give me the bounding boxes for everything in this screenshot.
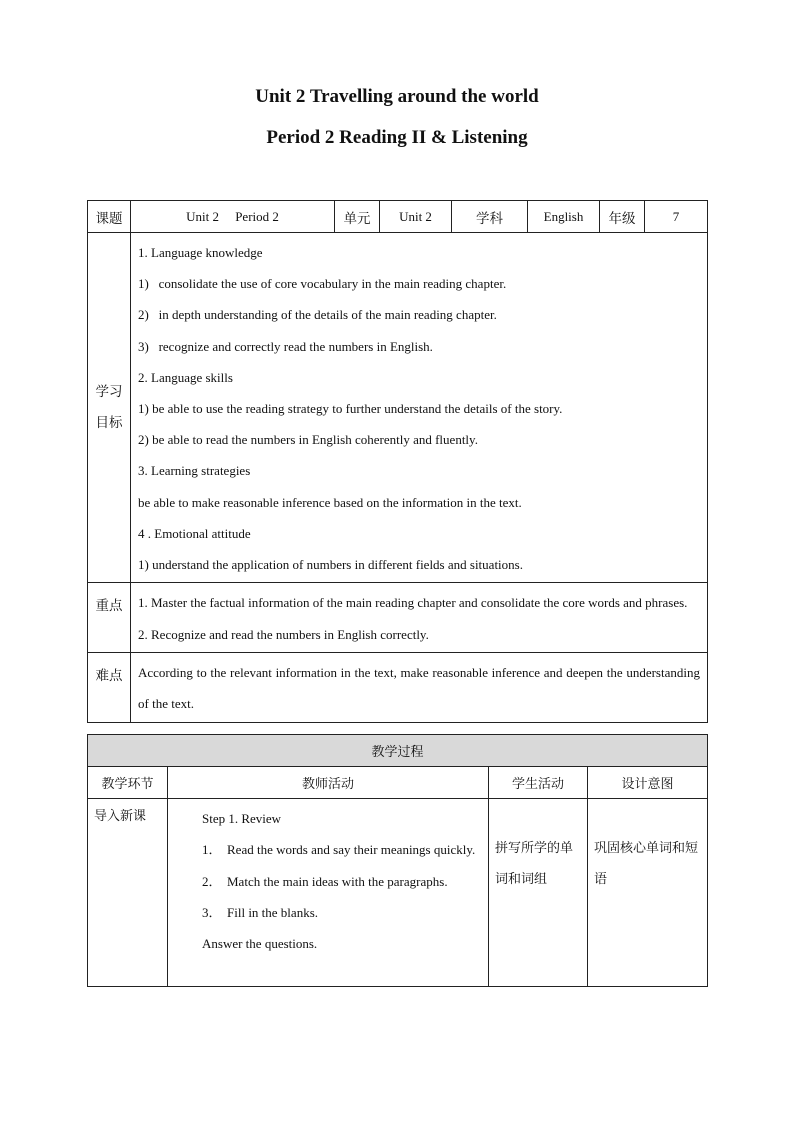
- item-text: Read the words and say their meanings quickly.: [227, 842, 476, 858]
- student-activity-cell: 拼写所学的单词和词组: [489, 799, 588, 987]
- objective-line: 1) be able to use the reading strategy to further understand the details of the story.: [138, 400, 563, 416]
- subject-value: English: [528, 201, 600, 233]
- document-subtitle: Period 2 Reading II & Listening: [266, 127, 528, 148]
- objectives-label: [88, 233, 131, 583]
- objective-line: 3. Learning strategies: [138, 463, 251, 479]
- objectives-label-line1: 学习: [95, 383, 123, 400]
- lesson-info-table: [87, 200, 708, 723]
- step-final: Answer the questions.: [202, 936, 318, 952]
- difficulties-content: [131, 652, 708, 722]
- col-header-student: 学生活动: [489, 767, 588, 799]
- unit-value: Unit 2: [380, 201, 452, 233]
- objective-line: be able to make reasonable inference based on the information in the text.: [138, 494, 522, 510]
- step-title: Step 1. Review: [202, 811, 282, 826]
- objectives-label-line2: 目标: [95, 414, 123, 431]
- objective-line: 4 . Emotional attitude: [138, 525, 251, 541]
- item-text: Match the main ideas with the paragraphs.: [227, 873, 448, 889]
- key-point-2: 2. Recognize and read the numbers in English correctly.: [138, 626, 429, 642]
- design-intent-cell: 巩固核心单词和短语: [588, 799, 708, 987]
- difficulty-text: According to the relevant information in the text, make reasonable inference and deepen the understanding of the text.: [138, 664, 700, 712]
- teaching-process-table: [87, 734, 708, 987]
- unit-label: 单元: [335, 201, 380, 233]
- process-band-title: 教学过程: [88, 735, 708, 767]
- col-header-intent: 设计意图: [588, 767, 708, 799]
- teacher-activity-cell: [168, 799, 489, 987]
- objectives-content: [131, 233, 708, 583]
- objective-line: 2) be able to read the numbers in English coherently and fluently.: [138, 432, 478, 448]
- objective-line: 2. Language skills: [138, 369, 233, 385]
- document-title: Unit 2 Travelling around the world: [255, 86, 539, 107]
- key-points-content: [131, 583, 708, 653]
- step-item: [202, 897, 480, 928]
- process-band: [88, 735, 708, 767]
- objective-line: 2) in depth understanding of the details of the main reading chapter.: [138, 307, 497, 323]
- grade-label: 年级: [600, 201, 645, 233]
- stage-cell: 导入新课: [88, 799, 168, 987]
- key-points-row: [88, 583, 708, 653]
- course-value: Unit 2 Period 2: [131, 201, 335, 233]
- grade-value: 7: [645, 201, 708, 233]
- objective-line: 1) understand the application of numbers in different fields and situations.: [138, 556, 523, 572]
- col-header-stage: 教学环节: [88, 767, 168, 799]
- process-row: [88, 799, 708, 987]
- key-points-label: 重点: [88, 583, 131, 653]
- item-number: 1．: [202, 842, 222, 858]
- info-row: [88, 201, 708, 233]
- objective-line: 1) consolidate the use of core vocabulary in the main reading chapter.: [138, 276, 507, 292]
- step-item: [202, 866, 480, 897]
- item-number: 3．: [202, 904, 222, 920]
- objective-line: 1. Language knowledge: [138, 245, 263, 260]
- objectives-row: [88, 233, 708, 583]
- difficulties-row: [88, 652, 708, 722]
- course-label: 课题: [88, 201, 131, 233]
- difficulties-label: 难点: [88, 652, 131, 722]
- item-text: Fill in the blanks.: [227, 904, 318, 920]
- subject-label: 学科: [452, 201, 528, 233]
- item-number: 2．: [202, 873, 222, 889]
- key-point-1: 1. Master the factual information of the main reading chapter and consolidate the core words and phrases.: [138, 595, 688, 611]
- col-header-teacher: 教师活动: [168, 767, 489, 799]
- process-header-row: [88, 767, 708, 799]
- step-item: [202, 834, 480, 866]
- objective-line: 3) recognize and correctly read the numbers in English.: [138, 338, 433, 354]
